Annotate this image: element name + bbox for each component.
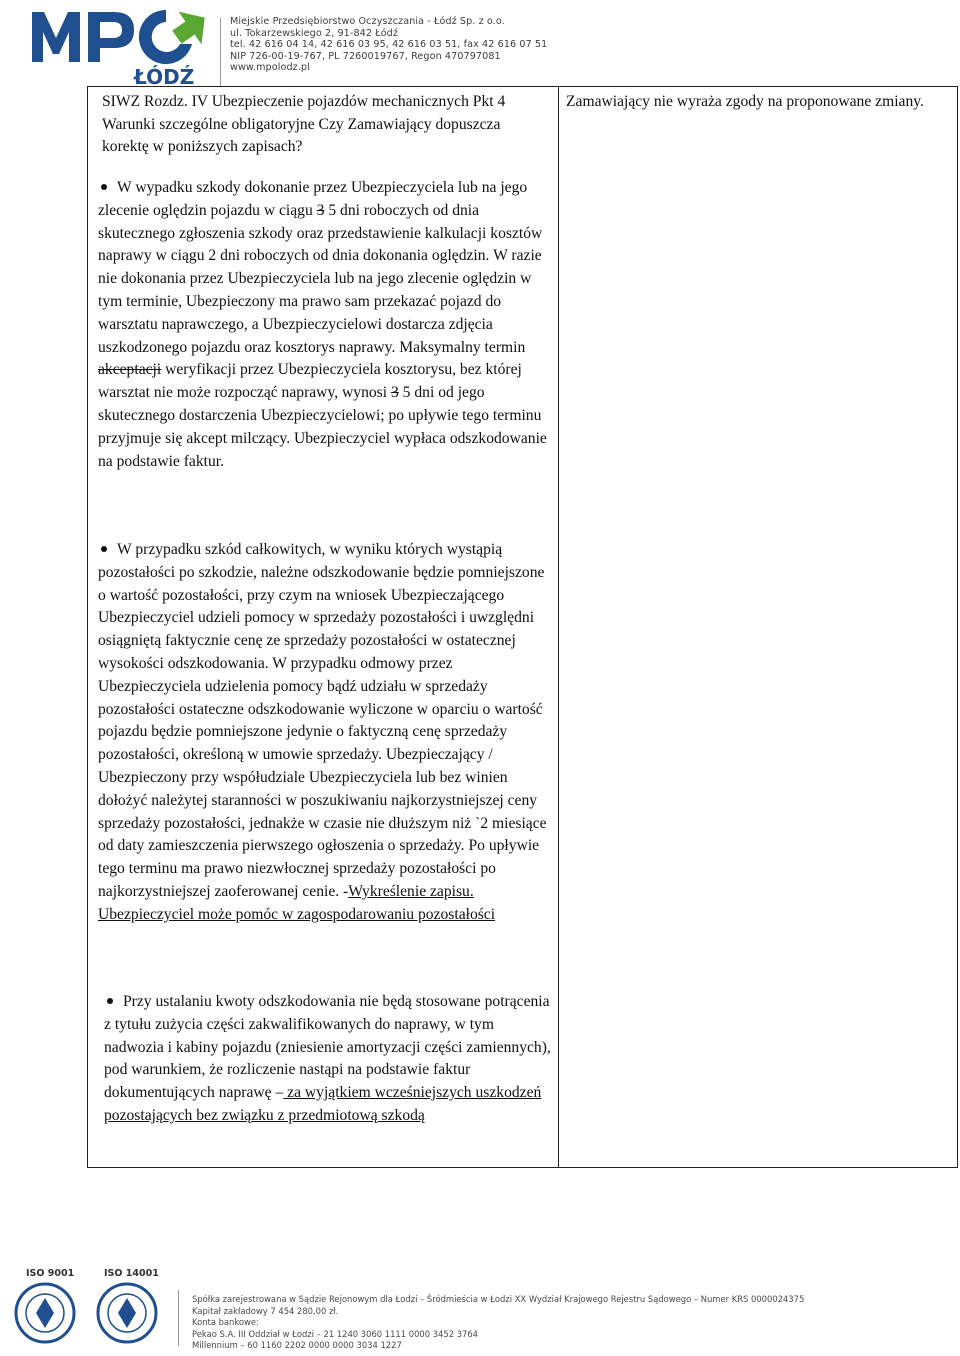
company-logo	[30, 4, 220, 88]
svg-text:ŁÓDŹ: ŁÓDŹ	[134, 65, 195, 88]
company-tax-ids: NIP 726-00-19-767, PL 7260019767, Regon 470797081	[230, 50, 501, 62]
bullet-icon	[101, 546, 107, 552]
bullet-icon	[107, 998, 113, 1004]
inserted-text: Wykreślenie zapisu. Ubezpieczyciel może pomóc w zagospodarowaniu pozostałości	[98, 882, 496, 923]
certification-seal-icon	[14, 1282, 76, 1344]
company-address: ul. Tokarzewskiego 2, 91-842 Łódź	[230, 27, 398, 39]
column-divider	[558, 87, 559, 1167]
inserted-text: za wyjątkiem wcześniejszych uszkodzeń pozostających bez związku z przedmiotową szkodą	[104, 1084, 542, 1124]
deleted-text: akceptacji	[98, 361, 162, 379]
company-header-info	[230, 16, 547, 74]
clause-total-loss: W przypadku szkód całkowitych, w wyniku których wystąpią pozostałości po szkodzie, należne odszkodowanie będzie pomniejszone o wartość pozostałości, przy czym na wniosek Ubezpieczającego Ubezpieczyciel udzieli pomocy w sprzedaży pozostałości i uwzględni osiągniętą faktycznie cenę ze sprzedaży pozostałości w ostatecznej wysokości odszkodowania. W przypadku odmowy przez Ubezpieczyciela udzielenia pomocy bądź udziału w sprzedaży pozostałości ostateczne odszkodowanie wyliczone w oparciu o wartość pojazdu będzie pomniejszone jedynie o faktyczną cenę sprzedaży pozostałości, określoną w umowie sprzedaży. Ubezpieczający / Ubezpieczony przy współudziale Ubezpieczyciela lub bez winien dołożyć należytej staranności w poszukiwaniu najkorzystniejszej ceny sprzedaży pozostałości, jednakże w czasie nie dłuższym niż `2 miesiące od daty zamieszczenia pierwszego ogłoszenia o sprzedaży. Po upływie tego terminu ma prawo niezwłocznej sprzedaży pozostałości po najkorzystniejszej zaoferowanej cenie. -Wykreślenie zapisu. Ubezpieczyciel może pomóc w zagospodarowaniu pozostałości	[98, 541, 547, 923]
clause-depreciation: Przy ustalaniu kwoty odszkodowania nie będą stosowane potrącenia z tytułu zużycia części zakwalifikowanych do naprawy, w tym nadwozia i kabiny pojazdu (zniesienie amortyzacji części zamiennych), pod warunkiem, że rozliczenie nastąpi na podstawie faktur dokumentujących naprawę – za wyjątkiem wcześniejszych uszkodzeń pozostających bez związku z przedmiotową szkodą	[104, 993, 551, 1124]
company-name: Miejskie Przedsiębiorstwo Oczyszczania - Łódź Sp. z o.o.	[230, 16, 505, 27]
certification-seal-icon	[96, 1282, 158, 1344]
bullet-icon	[101, 184, 107, 190]
deleted-text: 3	[316, 201, 325, 219]
footer-divider	[178, 1290, 179, 1346]
clause-inspection: W wypadku szkody dokonanie przez Ubezpieczyciela lub na jego zlecenie oględzin pojazdu w ciągu 3 5 dni roboczych od dnia skutecznego zgłoszenia szkody oraz przedstawienie kalkulacji kosztów naprawy w ciągu 2 dni roboczych od dnia dokonania oględzin. W razie nie dokonania przez Ubezpieczyciela lub na jego zlecenie oględzin w tym terminie, Ubezpieczony ma prawo sam przekazać pojazd do warsztatu naprawczego, a Ubezpieczycielowi dostarcza zdjęcia uszkodzonego pojazdu oraz kosztorys naprawy. Maksymalny termin akceptacji weryfikacji przez Ubezpieczyciela kosztorysu, bez której warsztat nie może rozpocząć naprawy, wynosi 3 5 dni od jego skutecznego dostarczenia Ubezpieczycielowi; po upływie tego terminu przyjmuje się akcept milczący. Ubezpieczyciel wypłaca odszkodowanie na podstawie faktur.	[98, 179, 547, 470]
iso-14001-label: ISO 14001	[104, 1268, 159, 1279]
company-registration-info	[192, 1294, 804, 1352]
company-phone: tel. 42 616 04 14, 42 616 03 95, 42 616 03 51, fax 42 616 07 51	[230, 39, 548, 51]
company-website: www.mpolodz.pl	[230, 62, 310, 74]
certification-seals	[20, 1268, 160, 1350]
iso-9001-label: ISO 9001	[26, 1268, 75, 1279]
capital-line: Kapitał zakładowy 7 454 280,00 zł.	[192, 1305, 339, 1316]
question-text: SIWZ Rozdz. IV Ubezpieczenie pojazdów mechanicznych Pkt 4 Warunki szczególne obligatoryjne Czy Zamawiający dopuszcza korektę w poniższych zapisach?	[102, 93, 506, 156]
registration-line: Spółka zarejestrowana w Sądzie Rejonowym dla Łodzi – Śródmieścia w Łodzi XX Wydział Krajowego Rejestru Sądowego – Numer KRS 0000024375	[192, 1294, 805, 1304]
bank-account-pekao: Pekao S.A. III Oddział w Łodzi – 21 1240 3060 1111 0000 3452 3764	[192, 1328, 479, 1339]
answer-text: Zamawiający nie wyraża zgody na proponowane zmiany.	[566, 93, 924, 110]
bank-accounts-label: Konta bankowe:	[192, 1317, 259, 1328]
question-answer-table	[87, 86, 958, 1168]
header-divider	[220, 18, 221, 86]
bank-account-millennium: Millennium – 60 1160 2202 0000 0000 3034 1227	[192, 1340, 402, 1351]
deleted-text: 3	[390, 384, 399, 402]
